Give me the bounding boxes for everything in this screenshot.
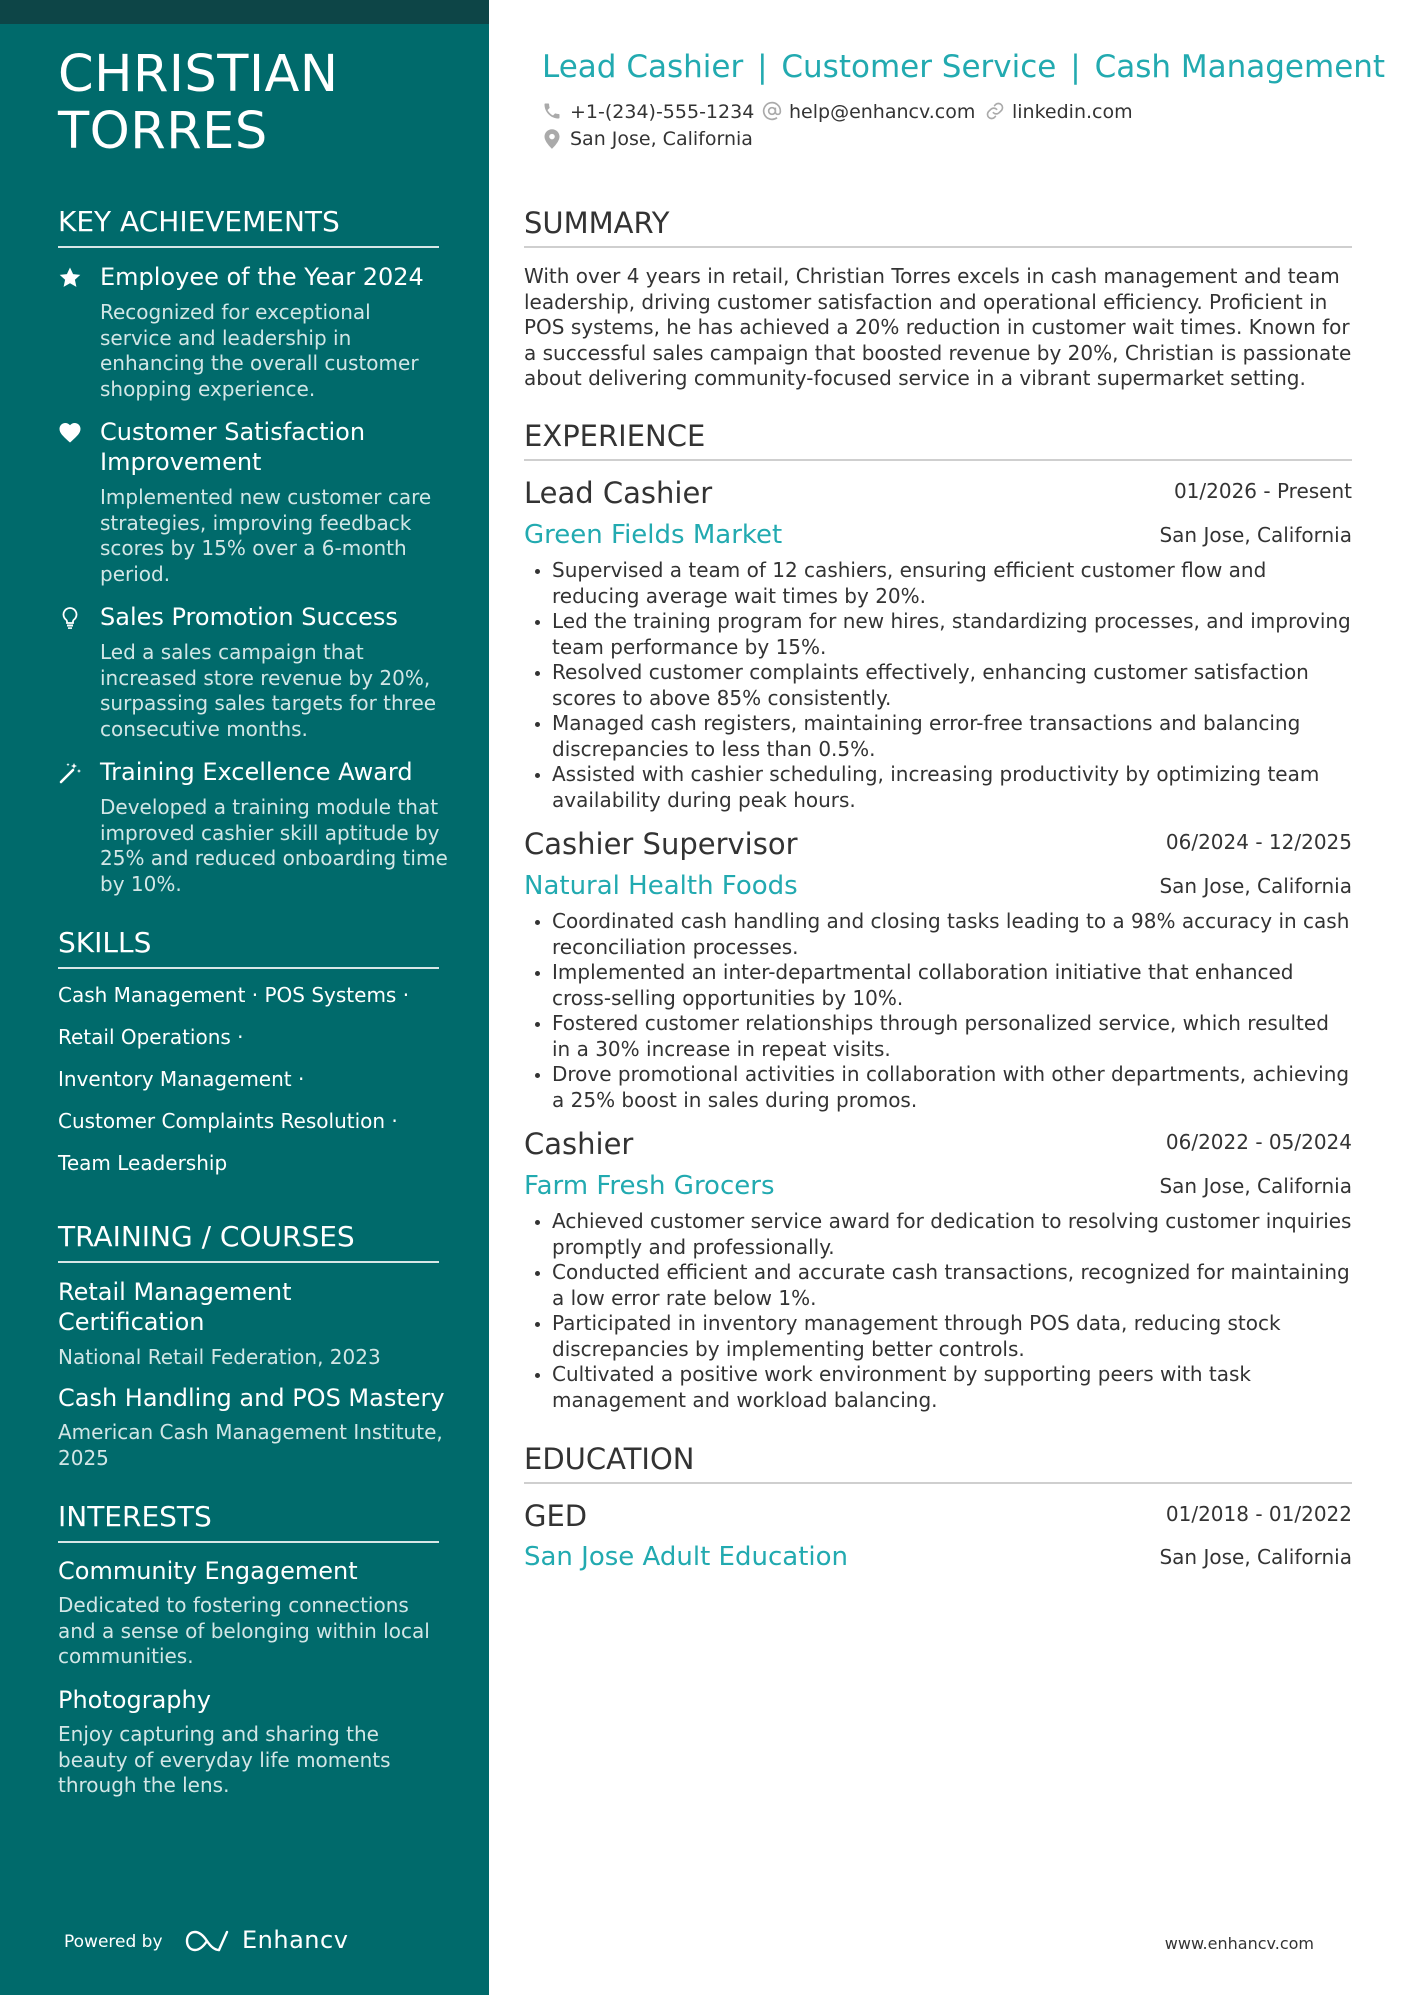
job-bullets	[524, 909, 1352, 1113]
sidebar	[0, 0, 489, 1995]
enhancv-logo-icon	[183, 1926, 231, 1956]
interests-heading: INTERESTS	[58, 1499, 439, 1543]
achievement-desc: Recognized for exceptional service and leadership in enhancing the overall customer shopping experience.	[100, 300, 419, 401]
job-bullet: Participated in inventory management through POS data, reducing stock discrepancies by implementing better controls.	[524, 1311, 1352, 1362]
job-bullet: Managed cash registers, maintaining error-free transactions and balancing discrepancies to less than 0.5%.	[524, 711, 1352, 762]
skill-item: Team Leadership	[58, 1151, 228, 1175]
job-title: Cashier Supervisor	[524, 827, 798, 861]
heart-icon	[58, 421, 82, 445]
job-title: Cashier	[524, 1127, 634, 1161]
achievement-title: Training Excellence Award	[100, 758, 413, 786]
job-bullet: Drove promotional activities in collaboration with other departments, achieving a 25% boost in sales during promos.	[524, 1062, 1352, 1113]
headline-part: Lead Cashier	[542, 49, 744, 85]
education-dates: 01/2018 - 01/2022	[1165, 1502, 1352, 1526]
interest-title: Community Engagement	[58, 1557, 358, 1585]
job-bullet: Assisted with cashier scheduling, increasing productivity by optimizing team availability during peak hours.	[524, 762, 1352, 813]
interest-desc: Enjoy capturing and sharing the beauty of everyday life moments through the lens.	[58, 1722, 391, 1797]
headline-part: Customer Service	[781, 49, 1057, 85]
interest-desc: Dedicated to fostering connections and a sense of belonging within local communities.	[58, 1593, 430, 1668]
achievement-title: Employee of the Year 2024	[100, 263, 424, 291]
education-heading: EDUCATION	[524, 1441, 1352, 1484]
at-sign-icon	[762, 101, 782, 121]
skill-item: Cash Management · POS Systems ·	[58, 983, 410, 1007]
powered-by-label: Powered by	[64, 1932, 163, 1952]
job-bullet: Cultivated a positive work environment by supporting peers with task management and workload balancing.	[524, 1362, 1352, 1413]
job-bullet: Conducted efficient and accurate cash transactions, recognized for maintaining a low error rate below 1%.	[524, 1260, 1352, 1311]
job-bullet: Achieved customer service award for dedication to resolving customer inquiries promptly and professionally.	[524, 1209, 1352, 1260]
degree: GED	[524, 1499, 588, 1533]
headline-separator: |	[757, 49, 768, 85]
name-last: TORRES	[58, 102, 268, 161]
email-text[interactable]: help@enhancv.com	[789, 101, 976, 123]
job-bullet: Fostered customer relationships through personalized service, which resulted in a 30% increase in repeat visits.	[524, 1011, 1352, 1062]
achievement-title: Customer Satisfaction Improvement	[100, 418, 366, 476]
location-text: San Jose, California	[570, 128, 753, 150]
job-title: Lead Cashier	[524, 476, 713, 510]
phone-icon	[542, 101, 562, 121]
sidebar-top-bar	[0, 0, 489, 24]
achievement-desc: Developed a training module that improved cashier skill aptitude by 25% and reduced onboarding time by 10%.	[100, 795, 448, 896]
training-desc: National Retail Federation, 2023	[58, 1345, 381, 1369]
job-bullets	[524, 1209, 1352, 1413]
skill-item: Inventory Management ·	[58, 1067, 305, 1091]
headline	[542, 47, 1385, 87]
job-dates: 01/2026 - Present	[1173, 479, 1352, 503]
training-title: Cash Handling and POS Mastery	[58, 1384, 445, 1412]
job-bullet: Supervised a team of 12 cashiers, ensuring efficient customer flow and reducing average wait times by 20%.	[524, 558, 1352, 609]
job-location: San Jose, California	[1159, 523, 1352, 547]
job-dates: 06/2024 - 12/2025	[1165, 830, 1352, 854]
achievement-desc: Led a sales campaign that increased store revenue by 20%, surpassing sales targets for three consecutive months.	[100, 640, 437, 741]
training-desc: American Cash Management Institute, 2025	[58, 1420, 443, 1470]
headline-part: Cash Management	[1094, 49, 1386, 85]
skills-heading: SKILLS	[58, 925, 439, 969]
skill-item: Retail Operations ·	[58, 1025, 244, 1049]
company-name: Natural Health Foods	[524, 871, 798, 901]
training-title: Retail Management Certification	[58, 1278, 292, 1336]
summary-heading: SUMMARY	[524, 205, 1352, 248]
star-icon	[58, 266, 82, 290]
magic-wand-icon	[58, 761, 82, 785]
job-bullet: Coordinated cash handling and closing tasks leading to a 98% accuracy in cash reconciliation processes.	[524, 909, 1352, 960]
link-icon	[985, 101, 1005, 121]
achievement-title: Sales Promotion Success	[100, 603, 398, 631]
education-location: San Jose, California	[1159, 1545, 1352, 1569]
job-bullet: Implemented an inter-departmental collaboration initiative that enhanced cross-selling opportunities by 10%.	[524, 960, 1352, 1011]
enhancv-logo-text[interactable]: Enhancv	[242, 1926, 349, 1954]
skill-item: Customer Complaints Resolution ·	[58, 1109, 398, 1133]
summary-text: With over 4 years in retail, Christian Torres excels in cash management and team leadership, driving customer satisfaction and operational efficiency. Proficient in POS systems, he has achieved a 20% reduction in customer wait times. Known for a successful sales campaign that boosted revenue by 20%, Christian is passionate about delivering community-focused service in a vibrant supermarket setting.	[524, 264, 1352, 390]
candidate-name	[58, 46, 458, 160]
school-name: San Jose Adult Education	[524, 1542, 848, 1572]
lightbulb-icon	[58, 606, 82, 630]
job-location: San Jose, California	[1159, 1174, 1352, 1198]
headline-separator: |	[1070, 49, 1081, 85]
footer-website[interactable]: www.enhancv.com	[1164, 1934, 1314, 1953]
job-location: San Jose, California	[1159, 874, 1352, 898]
achievement-desc: Implemented new customer care strategies, improving feedback scores by 15% over a 6-month period.	[100, 485, 432, 586]
location-pin-icon	[543, 128, 561, 150]
company-name: Farm Fresh Grocers	[524, 1171, 775, 1201]
company-name: Green Fields Market	[524, 520, 783, 550]
training-heading: TRAINING / COURSES	[58, 1219, 439, 1263]
experience-heading: EXPERIENCE	[524, 418, 1352, 461]
job-bullets	[524, 558, 1352, 813]
interest-title: Photography	[58, 1686, 211, 1714]
job-bullet: Led the training program for new hires, standardizing processes, and improving team performance by 15%.	[524, 609, 1352, 660]
name-first: CHRISTIAN	[58, 45, 339, 104]
achievements-heading: KEY ACHIEVEMENTS	[58, 204, 439, 248]
job-dates: 06/2022 - 05/2024	[1165, 1130, 1352, 1154]
linkedin-text[interactable]: linkedin.com	[1012, 101, 1133, 123]
job-bullet: Resolved customer complaints effectively, enhancing customer satisfaction scores to above 85% consistently.	[524, 660, 1352, 711]
phone-text[interactable]: +1-(234)-555-1234	[570, 101, 755, 123]
